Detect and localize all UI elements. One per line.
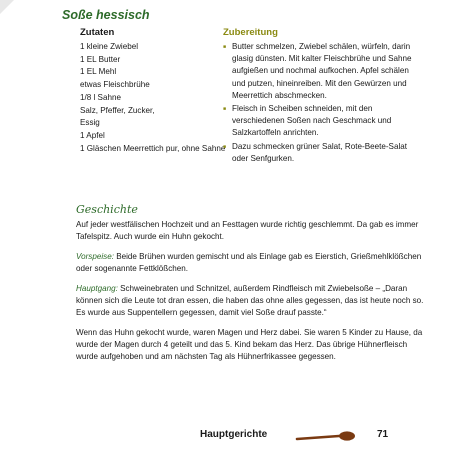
recipe-title: Soße hessisch <box>62 8 150 22</box>
preparation-step: ■ Fleisch in Scheiben schneiden, mit den verschiedenen Soßen nach Geschmack und Salzkartoffeln anrichten. <box>223 103 423 140</box>
list-item: Essig <box>80 118 100 128</box>
list-item: Salz, Pfeffer, Zucker, <box>80 105 155 115</box>
story-paragraph: Wenn das Huhn gekocht wurde, waren Magen und Herz dabei. Sie waren 5 Kinder zu Hause, da wurde der Magen durch 4 geteilt und das 5. Kind bekam das Herz. Das übrige Hühnerfleisch wurde aufgehoben und am nächsten Tag als Hühnerfrikassee gegessen. <box>76 328 423 361</box>
preparation-step: ■ Butter schmelzen, Zwiebel schälen, würfeln, darin glasig dünsten. Mit kalter Fleischbrühe und Sahne aufgießen und nochmal aufkochen. Apfel schälen und putzen, hineinreiben. Mit den Gewürzen und Meerrettich abschmecken. <box>223 41 423 102</box>
story-paragraph-main-course <box>76 283 428 319</box>
preparation-step: ■ Dazu schmecken grüner Salat, Rote-Beete-Salat oder Senfgurken. <box>223 141 423 165</box>
preparation-heading: Zubereitung <box>223 27 278 38</box>
wooden-spoon-icon <box>295 430 357 444</box>
starter-label: Vorspeise: <box>76 252 114 261</box>
list-item: etwas Fleischbrühe <box>80 80 150 90</box>
page-footer <box>0 426 456 450</box>
list-item: 1 Gläschen Meerrettich pur, ohne Sahne <box>80 143 226 153</box>
story-paragraph-starter <box>76 251 428 275</box>
starter-text: Beide Brühen wurden gemischt und als Einlage gab es Eierstich, Grießmehlklößchen oder sogenannte Fettklößchen. <box>76 252 422 273</box>
ingredients-section <box>80 27 226 155</box>
list-item: 1 Apfel <box>80 130 105 140</box>
list-item: 1 kleine Zwiebel <box>80 42 139 51</box>
story-section <box>76 203 428 371</box>
main-course-text: Schweinebraten und Schnitzel, außerdem Rindfleisch mit Zwiebelsoße – „Daran können sich die Leute tot dran essen, die haben das ohne alles gegessen, das ist heute noch so. Es wurde aus Suppentellern gegessen, damit viel Soße drauf passte.“ <box>76 284 424 317</box>
preparation-section <box>223 27 423 166</box>
story-title: Geschichte <box>76 203 138 216</box>
list-item: 1/8 l Sahne <box>80 92 121 102</box>
ingredients-list <box>80 41 226 155</box>
ingredients-heading: Zutaten <box>80 27 115 38</box>
preparation-list <box>223 41 423 165</box>
page-number: 71 <box>377 429 389 440</box>
list-item: 1 EL Mehl <box>80 67 117 77</box>
main-course-label: Hauptgang: <box>76 284 118 293</box>
story-paragraph: Auf jeder westfälischen Hochzeit und an Festtagen wurde richtig geschlemmt. Da gab es immer Tafelspitz. Auch wurde ein Huhn gekocht. <box>76 220 419 241</box>
corner-crop-mark <box>0 0 14 14</box>
footer-section-title: Hauptgerichte <box>200 429 268 440</box>
list-item: 1 EL Butter <box>80 54 121 64</box>
